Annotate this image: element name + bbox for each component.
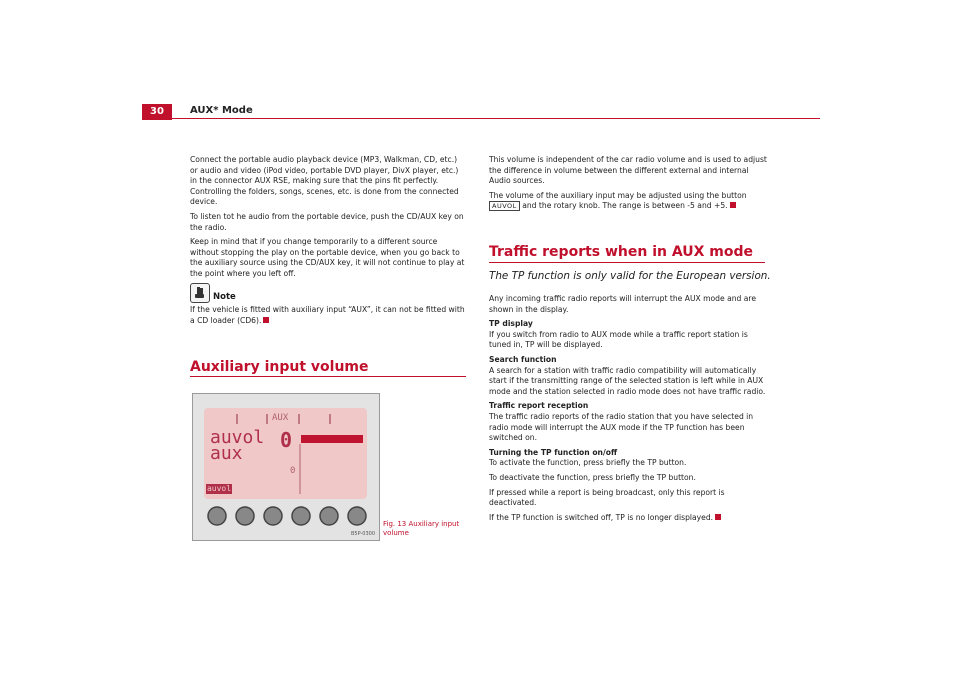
- subheading-tp-on-off: Turning the TP function on/off: [489, 447, 618, 457]
- paragraph-traffic-report-reception: The traffic radio reports of the radio station that you have selected in radio mode will interrupt the AUX mode if the TP function has been switched on.: [489, 411, 754, 443]
- heading-auxiliary-volume: Auxiliary input volume: [190, 359, 369, 375]
- subtitle: The TP function is only valid for the European version.: [489, 270, 771, 282]
- paragraph-tp-last-text: If the TP function is switched off, TP is no longer displayed.: [489, 512, 714, 522]
- subheading-search-function: Search function: [489, 354, 557, 364]
- left-column: [190, 155, 466, 284]
- right-column-top: [489, 155, 767, 216]
- screen-main-label: auvol: [210, 427, 265, 448]
- subheading-traffic-report-reception: Traffic report reception: [489, 401, 589, 411]
- right-paragraph-2b: and the rotary knob. The range is between -5 and +5.: [522, 201, 728, 211]
- heading-rule: [190, 376, 466, 377]
- auvol-key: AUVOL: [489, 201, 520, 211]
- paragraph-tp-display: If you switch from radio to AUX mode while a traffic report station is tuned in, TP will be displayed.: [489, 329, 748, 350]
- subheading-tp-display: TP display: [489, 319, 533, 329]
- note-title: Note: [213, 292, 236, 302]
- heading-rule: [489, 262, 765, 263]
- left-paragraph-3: Keep in mind that if you change temporarily to a different source without stopping the play on the portable device, when you go back to the auxiliary source using the CD/AUX key, it will not continue to play at the point where you left off.: [190, 237, 465, 278]
- note-body: [190, 305, 466, 326]
- right-paragraph-3: Any incoming traffic radio reports will interrupt the AUX mode and are shown in the display.: [489, 294, 757, 314]
- left-paragraph-2: To listen tot he audio from the portable device, push the CD/AUX key on the radio.: [190, 211, 464, 232]
- header-rule: [172, 118, 820, 119]
- figure-code: B5P-0300: [350, 531, 375, 537]
- paragraph-tp-last: [489, 513, 767, 524]
- right-column-body: [489, 294, 767, 527]
- screen-sub-label: aux: [210, 443, 243, 464]
- screen-soft-key-label: auvol: [206, 484, 232, 493]
- radio-buttons: [193, 502, 379, 528]
- figure-radio-display: [192, 393, 380, 541]
- note-text: If the vehicle is fitted with auxiliary input “AUX”, it can not be fitted with a CD loader (CD6).: [190, 305, 465, 325]
- end-marker: [730, 202, 736, 208]
- screen-source-label: AUX: [272, 413, 289, 423]
- left-paragraph-1: Connect the portable audio playback device (MP3, Walkman, CD, etc.) or audio and video (iPod video, portable DVD player, DivX player, etc.) in the connector AUX RSE, making sure that the pins fit perfectly. Controlling the folders, songs, scenes, etc. is done from the connected device.: [190, 155, 459, 207]
- paragraph-tp-off: To deactivate the function, press briefly the TP button.: [489, 472, 696, 482]
- paragraph-tp-on: To activate the function, press briefly the TP button.: [489, 458, 687, 468]
- right-paragraph-2a: The volume of the auxiliary input may be adjusted using the button: [489, 190, 747, 200]
- right-paragraph-1: This volume is independent of the car radio volume and is used to adjust the difference in volume between the different external and internal Audio sources.: [489, 155, 767, 186]
- screen-indicator: 0: [290, 466, 296, 476]
- paragraph-tp-press: If pressed while a report is being broadcast, only this report is deactivated.: [489, 487, 725, 508]
- heading-traffic-reports: Traffic reports when in AUX mode: [489, 244, 754, 260]
- page-header: AUX* Mode: [190, 105, 253, 116]
- figure-caption: Fig. 13 Auxiliary input volume: [383, 520, 460, 537]
- page-number: 30: [142, 104, 172, 120]
- radio-screen: [204, 408, 367, 499]
- note-icon: [190, 283, 210, 303]
- end-marker: [263, 317, 269, 323]
- right-paragraph-2: [489, 191, 767, 212]
- end-marker: [715, 514, 721, 520]
- paragraph-search-function: A search for a station with traffic radio compatibility will automatically start if the transmitting range of the selected station is left while in AUX mode and the station selected in radio mode does not have traffic radio.: [489, 365, 766, 396]
- screen-value: 0: [280, 428, 293, 452]
